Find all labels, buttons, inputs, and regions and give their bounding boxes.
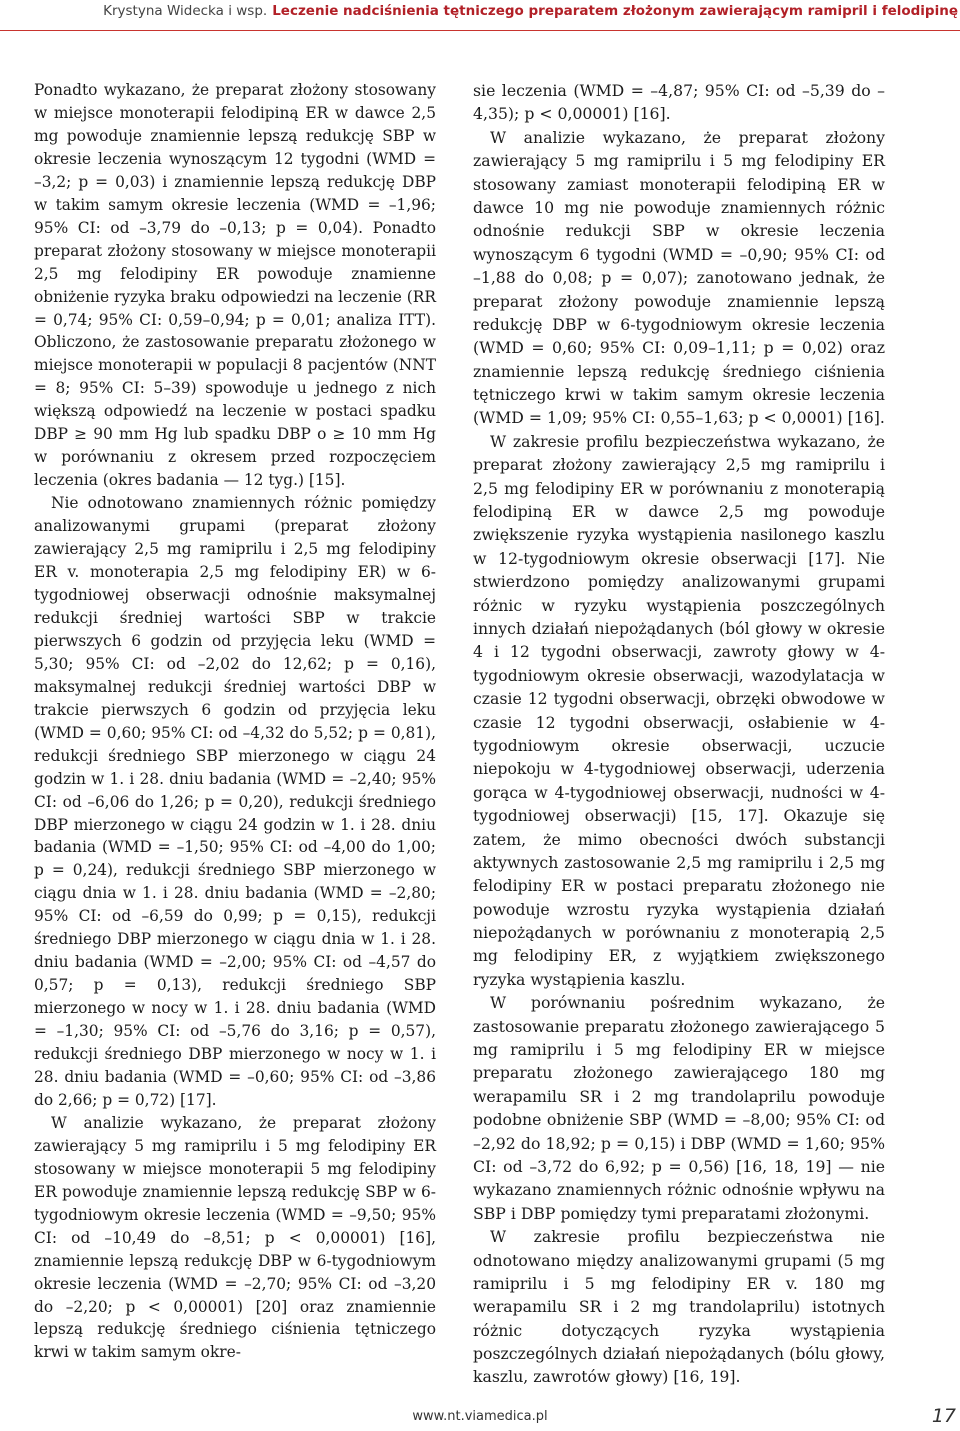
paragraph: W porównaniu pośrednim wykazano, że zastosowanie preparatu złożonego zawierającego 5 mg ramiprilu i 5 mg felodipiny ER w miejsce preparatu złożonego zawierającego 180 mg werapamilu SR i 2 mg trandolaprilu powoduje podobne obniżenie SBP (WMD = –8,00; 95% CI: od –2,92 do 18,92; p = 0,15) i DBP (WMD = 1,60; 95% CI: od –3,72 do 6,92; p = 0,56) [16, 18, 19] — nie wykazano znamiennych różnic odnośnie wpływu na SBP i DBP pomiędzy tymi preparatami złożonymi. (473, 993, 885, 1223)
journal-url: www.nt.viamedica.pl (412, 1409, 548, 1424)
running-header (0, 0, 960, 40)
header-divider (0, 30, 960, 31)
paragraph: sie leczenia (WMD = –4,87; 95% CI: od –5,39 do –4,35); p < 0,00001) [16]. (473, 81, 885, 124)
paragraph: Ponadto wykazano, że preparat złożony stosowany w miejsce monoterapii felodipiną ER w dawce 2,5 mg powoduje znamiennie lepszą redukcję SBP w okresie leczenia wynoszącym 12 tygodni (WMD = –3,2; p = 0,03) i znamiennie lepszą redukcję DBP w takim samym okresie leczenia (WMD = –1,96; 95% CI: od –3,79 do –0,13; p = 0,04). Ponadto preparat złożony stosowany w miejsce monoterapii 2,5 mg felodipiny ER powoduje znamienne obniżenie ryzyka braku odpowiedzi na leczenie (RR = 0,74; 95% CI: 0,59–0,94; p = 0,01; analiza ITT). Obliczono, że zastosowanie preparatu złożonego w miejsce monoterapii w populacji 8 pacjentów (NNT = 8; 95% CI: 5–39) spowoduje u jednego z nich większą odpowiedź na leczenie w postaci spadku DBP ≥ 90 mm Hg lub spadku DBP o ≥ 10 mm Hg w porównaniu z okresem przed rozpoczęciem leczenia (okres badania — 12 tyg.) [15]. (34, 81, 436, 490)
header-article-title: Leczenie nadciśnienia tętniczego preparatem złożonym zawierającym ramipril i felodipinę (272, 3, 958, 19)
left-column (34, 79, 436, 1364)
paragraph: Nie odnotowano znamiennych różnic pomiędzy analizowanymi grupami (preparat złożony zawierający 2,5 mg ramiprilu i 2,5 mg felodipiny ER v. monoterapia 2,5 mg felodipiny ER) w 6-tygodniowej obserwacji odnośnie maksymalnej redukcji średniej wartości SBP w trakcie pierwszych 6 godzin od przyjęcia leku (WMD = 5,30; 95% CI: od –2,02 do 12,62; p = 0,16), maksymalnej redukcji średniej wartości DBP w trakcie pierwszych 6 godzin od przyjęcia leku (WMD = 0,60; 95% CI: od –4,32 do 5,52; p = 0,81), redukcji średniego SBP mierzonego w ciągu 24 godzin w 1. i 28. dniu badania (WMD = –2,40; 95% CI: od –6,06 do 1,26; p = 0,20), redukcji średniego DBP mierzonego w ciągu 24 godzin w 1. i 28. dniu badania (WMD = –1,50; 95% CI: od –4,00 do 1,00; p = 0,24), redukcji średniego SBP mierzonego w ciągu dnia w 1. i 28. dniu badania (WMD = –2,80; 95% CI: od –6,59 do 0,99; p = 0,15), redukcji średniego DBP mierzonego w ciągu dnia w 1. i 28. dniu badania (WMD = –2,00; 95% CI: od –4,57 do 0,57; p = 0,13), redukcji średniego SBP mierzonego w nocy w 1. i 28. dniu badania (WMD = –1,30; 95% CI: od –5,76 do 3,16; p = 0,57), redukcji średniego DBP mierzonego w nocy w 1. i 28. dniu badania (WMD = –0,60; 95% CI: od –3,86 do 2,66; p = 0,72) [17]. (34, 494, 436, 1109)
header-authors: Krystyna Widecka i wsp. (103, 3, 268, 19)
paragraph: W analizie wykazano, że preparat złożony zawierający 5 mg ramiprilu i 5 mg felodipiny ER stosowany zamiast monoterapii felodipiną ER w dawce 10 mg nie powoduje znamiennych różnic odnośnie redukcji SBP w okresie leczenia wynoszącym 6 tygodni (WMD = –0,90; 95% CI: od –1,88 do 0,08; p = 0,07); zanotowano jednak, że preparat złożony powoduje znamiennie lepszą redukcję DBP w 6-tygodniowym okresie leczenia (WMD = 0,60; 95% CI: 0,09–1,11; p = 0,02) oraz znamiennie lepszą redukcję średniego ciśnienia tętniczego krwi w takim samym okresie leczenia (WMD = 1,09; 95% CI: 0,55–1,63; p < 0,0001) [16]. (473, 127, 885, 428)
right-column (473, 79, 885, 1389)
paragraph: W zakresie profilu bezpieczeństwa wykazano, że preparat złożony zawierający 2,5 mg ramiprilu i 2,5 mg felodipiny ER w porównaniu z monoterapią felodipiną ER w dawce 2,5 mg powoduje zwiększenie ryzyka wystąpienia nasilonego kaszlu w 12-tygodniowym okresie obserwacji [17]. Nie stwierdzono pomiędzy analizowanymi grupami różnic w ryzyku wystąpienia poszczególnych innych działań niepożądanych (ból głowy w okresie 4 i 12 tygodni obserwacji, zawroty głowy w 4-tygodniowym okresie obserwacji, wazodylatacja w czasie 12 tygodni obserwacji, obrzęki obwodowe w czasie 12 tygodni obserwacji, osłabienie w 4-tygodniowym okresie obserwacji, uczucie niepokoju w 4-tygodniowej obserwacji, uderzenia gorąca w 4-tygodniowej obserwacji, nudności w 4-tygodniowej obserwacji) [15, 17]. Okazuje się zatem, że mimo obecności dwóch substancji aktywnych zastosowanie 2,5 mg ramiprilu i 2,5 mg felodipiny ER w postaci preparatu złożonego nie powoduje wzrostu ryzyka wystąpienia działań niepożądanych w porównaniu z monoterapią 2,5 mg felodipiny ER, z wyjątkiem zwiększonego ryzyka wystąpienia kaszlu. (473, 431, 885, 989)
paragraph: W analizie wykazano, że preparat złożony zawierający 5 mg ramiprilu i 5 mg felodipiny ER stosowany w miejsce monoterapii 5 mg felodipiny ER powoduje znamiennie lepszą redukcję SBP w 6-tygodniowym okresie leczenia (WMD = –9,50; 95% CI: od –10,49 do –8,51; p < 0,00001) [16], znamiennie lepszą redukcję DBP w 6-tygodniowym okresie leczenia (WMD = –2,70; 95% CI: od –3,20 do –2,20; p < 0,00001) [20] oraz znamiennie lepszą redukcję średniego ciśnienia tętniczego krwi w takim samym okre- (34, 1113, 436, 1362)
page-number: 17 (931, 1405, 956, 1427)
paragraph: W zakresie profilu bezpieczeństwa nie odnotowano między analizowanymi grupami (5 mg ramiprilu i 5 mg felodipiny ER v. 180 mg werapamilu SR i 2 mg trandolaprilu) istotnych różnic dotyczących ryzyka wystąpienia poszczególnych działań niepożądanych (bólu głowy, kaszlu, zawrotów głowy) [16, 19]. (473, 1227, 885, 1387)
